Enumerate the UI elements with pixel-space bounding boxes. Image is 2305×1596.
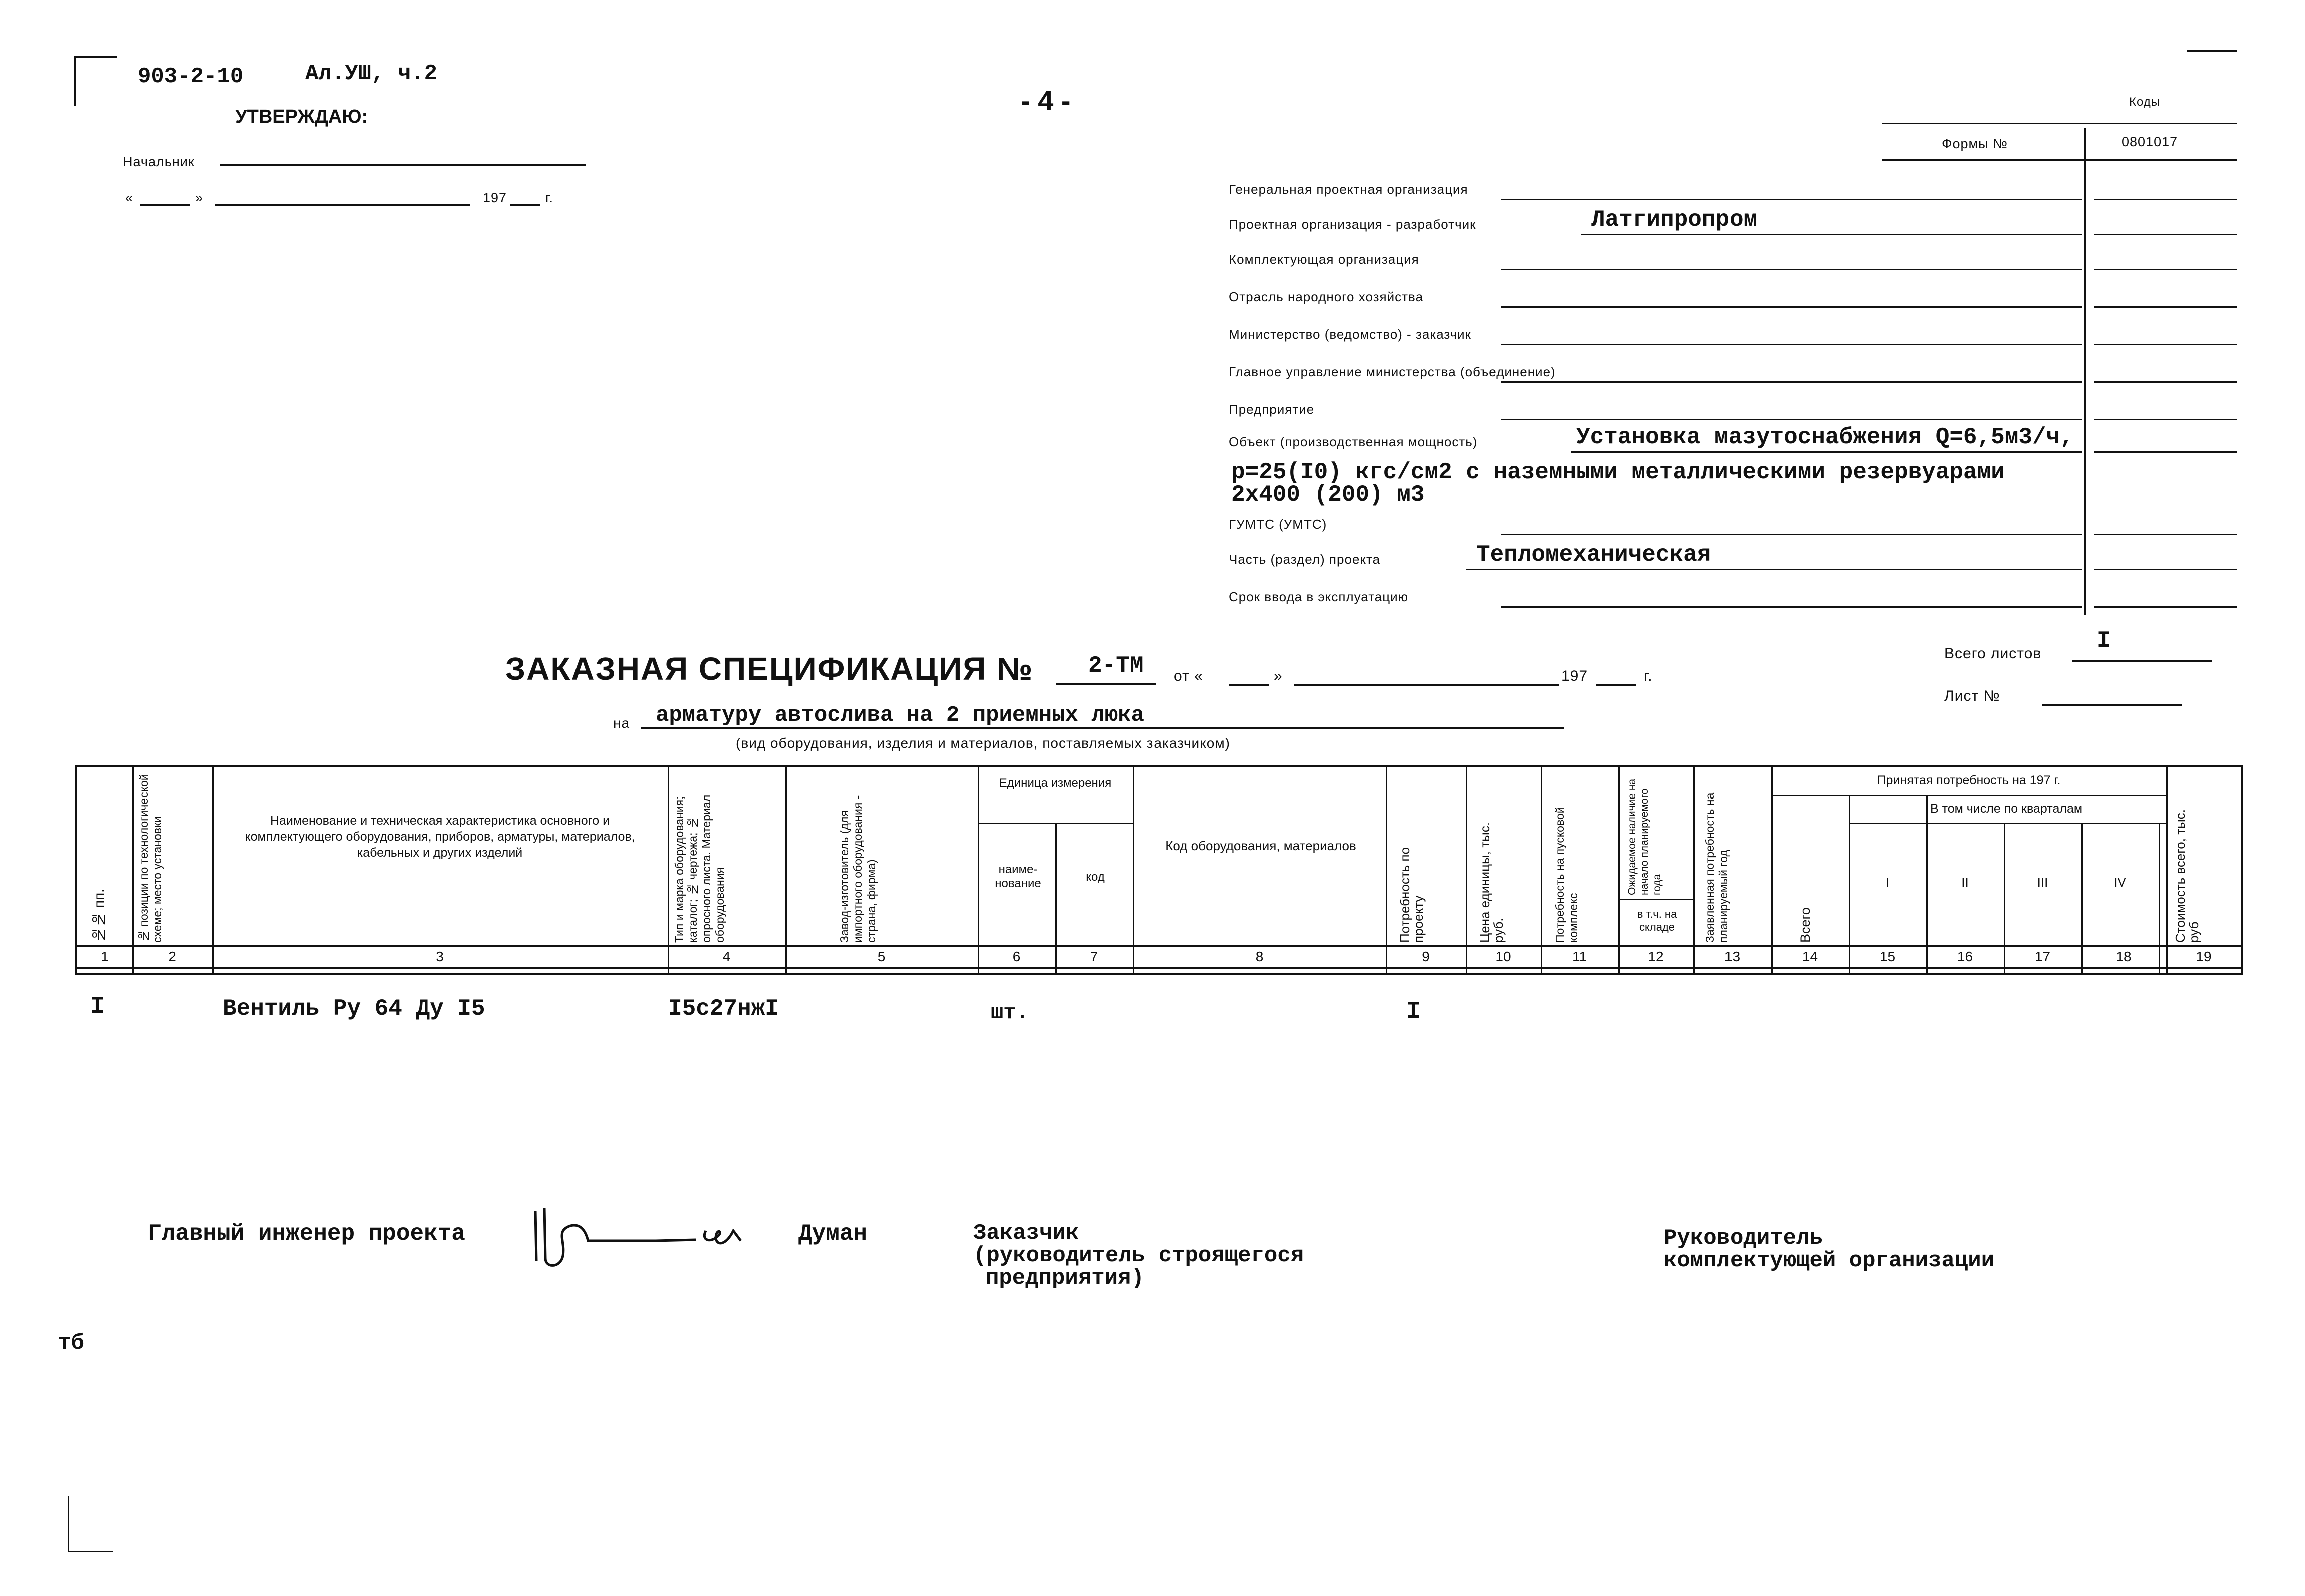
requisite-label: Срок ввода в эксплуатацию — [1229, 589, 1409, 604]
col-line — [1618, 767, 1620, 973]
customer-sub2: предприятия) — [986, 1266, 1144, 1291]
requisite-value: Установка мазутоснабжения Q=6,5м3/ч, — [1576, 424, 2074, 450]
column-number: 5 — [877, 949, 886, 964]
code-cell-line — [2094, 569, 2237, 570]
accepted-group-line — [1771, 795, 2166, 796]
header-c1: №№ пп. — [91, 889, 107, 943]
total-sheets-line — [2072, 640, 2212, 662]
corner-mark-top-v — [74, 56, 76, 106]
requisite-line — [1501, 534, 2082, 535]
requisite-value: Латгипропром — [1591, 207, 1758, 233]
col-line — [978, 767, 979, 973]
header-c6: наиме-нование — [995, 863, 1041, 890]
approve-year-suffix: г. — [545, 190, 554, 205]
requisite-line — [1501, 306, 2082, 308]
row-1-number: I — [90, 993, 105, 1020]
requisite-label: Объект (производственная мощность) — [1229, 434, 1478, 449]
col-line — [1541, 767, 1542, 973]
table-number-row-bottom — [77, 967, 2241, 969]
header-q3: III — [2037, 875, 2048, 890]
chief-engineer-label: Главный инженер проекта — [148, 1221, 465, 1247]
code-cell-line — [2094, 344, 2237, 345]
row-1-name: Вентиль Ру 64 Ду I5 — [223, 996, 485, 1022]
requisite-value: 2х400 (200) м3 — [1231, 482, 1425, 508]
code-cell-line — [2094, 451, 2237, 453]
column-number: 8 — [1255, 949, 1264, 964]
album-ref: Ал.УШ, ч.2 — [305, 61, 438, 86]
spec-table — [75, 765, 2243, 975]
requisite-line — [1501, 269, 2082, 270]
doc-code: 903-2-10 — [138, 64, 244, 89]
column-number: 17 — [2034, 949, 2051, 964]
col-line — [2166, 767, 2168, 973]
spec-number-line — [1056, 659, 1156, 685]
column-number: 6 — [1012, 949, 1021, 964]
column-number: 4 — [722, 949, 731, 964]
header-accepted-group: Принятая потребность на 197 г. — [1877, 773, 2061, 787]
header-q2: II — [1961, 875, 1969, 890]
header-c3: Наименование и техническая характеристика основного и комплектующего оборудования, приборов, арматуры, материалов, кабельных и других изделий — [245, 814, 635, 860]
approve-chief-line — [220, 150, 586, 166]
approve-chief-label: Начальник — [123, 154, 195, 169]
row-1-unit: шт. — [991, 1001, 1029, 1025]
requisite-line — [1466, 569, 2082, 570]
column-number: 16 — [1957, 949, 1973, 964]
approve-date-quote: « — [125, 190, 134, 205]
col-line — [668, 767, 669, 973]
codes-divider — [2084, 128, 2086, 615]
spec-title: ЗАКАЗНАЯ СПЕЦИФИКАЦИЯ № — [505, 651, 1034, 687]
page-number: - 4 - — [1021, 85, 1071, 116]
requisite-line — [1571, 451, 2082, 453]
form-code: 0801017 — [2122, 134, 2178, 149]
header-c7: код — [1086, 870, 1105, 884]
codes-header: Коды — [2129, 95, 2161, 109]
code-cell-line — [2094, 269, 2237, 270]
requisite-label: Главное управление министерства (объединение) — [1229, 364, 1556, 379]
code-cell-line — [2094, 234, 2237, 235]
code-cell-line — [2094, 419, 2237, 420]
col-line — [1693, 767, 1695, 973]
requisite-label: Предприятие — [1229, 402, 1315, 417]
column-number: 18 — [2116, 949, 2132, 964]
form-label: Формы № — [1942, 136, 2008, 151]
header-c4: Тип и марка оборудования; каталог; № чертежа; № опросного листа. Материал оборудования — [673, 794, 726, 943]
header-c8: Код оборудования, материалов — [1165, 838, 1356, 853]
column-number: 15 — [1879, 949, 1896, 964]
col-line — [132, 767, 134, 973]
spec-year: 197 — [1561, 668, 1588, 684]
supplier-head-sub: комплектующей организации — [1664, 1248, 1995, 1273]
approve-year: 197 — [483, 190, 507, 205]
requisite-line — [1501, 419, 2082, 420]
header-c12b: в т.ч. на складе — [1637, 908, 1677, 933]
requisite-label: Комплектующая организация — [1229, 252, 1419, 267]
spec-year-suffix: г. — [1644, 668, 1653, 684]
codes-top-line — [1882, 123, 2237, 124]
requisite-line — [1501, 381, 2082, 383]
header-c10: Цена единицы, тыс. руб. — [1477, 822, 1506, 943]
column-number: 11 — [1572, 949, 1587, 964]
corner-mark-bottom — [68, 1551, 113, 1552]
corner-mark-right — [2187, 50, 2237, 52]
spec-month-line — [1294, 665, 1559, 686]
column-number: 2 — [168, 949, 176, 964]
requisite-label: Проектная организация - разработчик — [1229, 217, 1476, 232]
row-1-type: I5с27нжI — [668, 996, 779, 1022]
codes-header-bottom — [1882, 159, 2237, 161]
approve-date-quote-close: » — [195, 190, 204, 205]
requisite-label: Отрасль народного хозяйства — [1229, 289, 1424, 304]
code-cell-line — [2094, 199, 2237, 200]
requisite-line — [1501, 344, 2082, 345]
header-c12: Ожидаемое наличие на начало планируемого года — [1626, 778, 1663, 895]
spec-from: от « — [1174, 668, 1203, 684]
column-number: 10 — [1495, 949, 1511, 964]
spec-on-label: на — [613, 715, 630, 731]
col-line — [212, 767, 214, 973]
row-1-qty: I — [1406, 998, 1421, 1025]
col-line — [1771, 767, 1773, 973]
header-c9: Потребность по проекту — [1397, 847, 1426, 943]
col-line — [1466, 767, 1467, 973]
col-line — [785, 767, 787, 973]
requisite-label: Министерство (ведомство) - заказчик — [1229, 327, 1471, 342]
header-c2: № позиции по технологической схеме; место установки — [137, 774, 164, 943]
requisite-label: Генеральная проектная организация — [1229, 182, 1468, 197]
chief-engineer-signature — [525, 1201, 766, 1271]
header-quarters-group: В том числе по кварталам — [1930, 802, 2083, 816]
corner-mark-bottom-v — [68, 1496, 69, 1551]
column-number: 19 — [2196, 949, 2212, 964]
column-number: 12 — [1648, 949, 1664, 964]
total-sheets-label: Всего листов — [1944, 645, 2042, 662]
header-c14: Всего — [1798, 907, 1813, 943]
customer-sub1: (руководитель строящегося — [973, 1243, 1304, 1268]
approve-month-line — [215, 189, 470, 206]
requisite-line — [1501, 606, 2082, 608]
requisite-value: Тепломеханическая — [1476, 542, 1711, 568]
spec-close-quote: » — [1274, 668, 1283, 684]
col-line — [1133, 767, 1134, 973]
approve-day-line — [140, 189, 190, 206]
requisite-label: Часть (раздел) проекта — [1229, 552, 1381, 567]
sheet-number-line — [2042, 685, 2182, 706]
col-line — [1386, 767, 1387, 973]
code-cell-line — [2094, 381, 2237, 383]
column-number: 9 — [1422, 949, 1430, 964]
corner-mark-top — [74, 56, 117, 58]
customer-label: Заказчик — [973, 1221, 1079, 1246]
column-number: 3 — [436, 949, 444, 964]
header-c5: Завод-изготовитель (для импортного оборудования - страна, фирма) — [838, 795, 878, 943]
spec-subject-caption: (вид оборудования, изделия и материалов, поставляемых заказчиком) — [736, 735, 1230, 751]
code-cell-line — [2094, 606, 2237, 608]
table-number-row-top — [77, 945, 2241, 947]
header-c11: Потребность на пусковой комплекс — [1553, 807, 1580, 943]
header-c19: Стоимость всего, тыс. руб — [2173, 809, 2201, 943]
spec-subject-line — [641, 705, 1564, 729]
requisite-value: p=25(I0) кгс/см2 с наземными металлическими резервуарами — [1231, 459, 2005, 485]
spec-day-line — [1229, 665, 1269, 686]
approve-title: УТВЕРЖДАЮ: — [235, 106, 368, 127]
requisite-line — [1501, 199, 2082, 200]
header-q4: IV — [2114, 875, 2126, 890]
chief-engineer-name: Думан — [798, 1221, 868, 1247]
sheet-number-label: Лист № — [1944, 688, 2000, 704]
approve-year-line — [510, 189, 540, 206]
column-number: 7 — [1090, 949, 1098, 964]
spec-number: 2-ТМ — [1088, 653, 1144, 679]
header-c13: Заявленная потребность на планируемый год — [1703, 792, 1730, 943]
supplier-head-label: Руководитель — [1664, 1226, 1823, 1251]
quarters-group-line — [1849, 823, 2166, 824]
code-cell-line — [2094, 306, 2237, 308]
requisite-line — [1581, 234, 2082, 235]
spec-year-line — [1596, 665, 1636, 686]
header-q1: I — [1885, 875, 1890, 890]
column-number: 14 — [1802, 949, 1818, 964]
spec-subject: арматуру автослива на 2 приемных люка — [656, 703, 1144, 728]
total-sheets-value: I — [2097, 628, 2111, 654]
code-cell-line — [2094, 534, 2237, 535]
footer-mark: тб — [58, 1331, 84, 1356]
requisite-label: ГУМТС (УМТС) — [1229, 517, 1327, 532]
unit-group-line — [978, 823, 1133, 824]
c12-split-line — [1618, 899, 1693, 900]
column-number: 13 — [1724, 949, 1741, 964]
column-number: 1 — [101, 949, 109, 964]
header-unit-group: Единица измерения — [999, 776, 1112, 790]
